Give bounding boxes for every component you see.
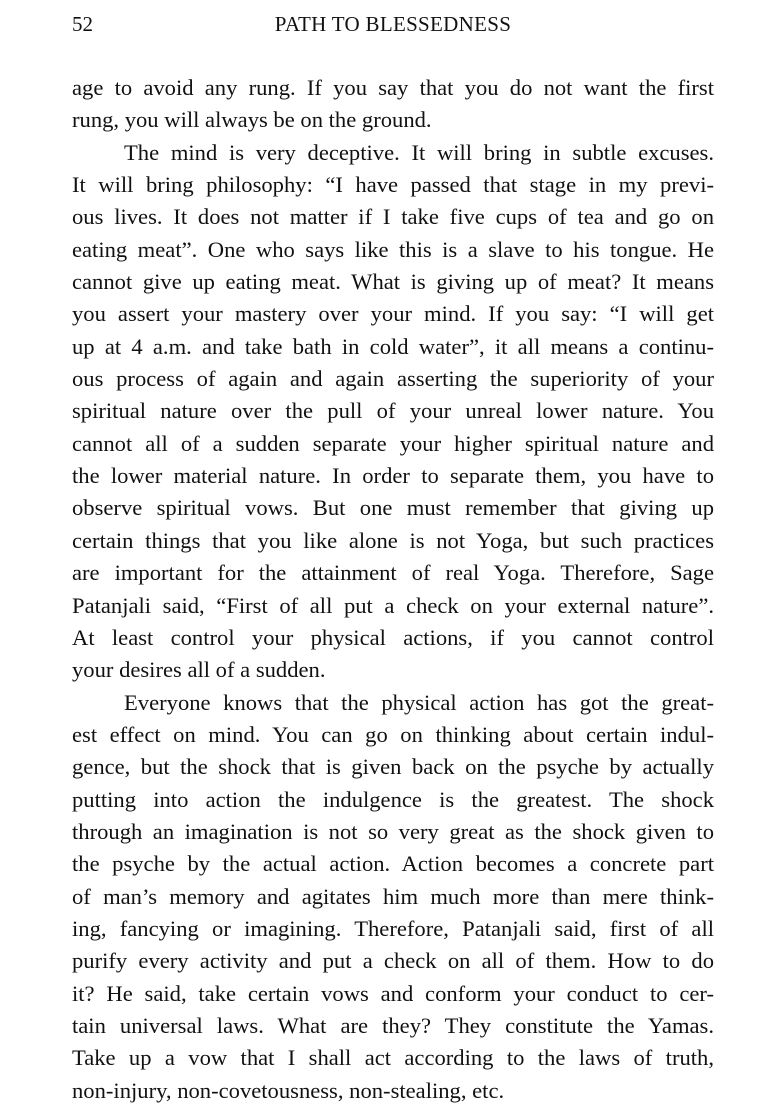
text-line: ous process of again and again asserting the superiority of your — [72, 366, 714, 392]
text-line: the lower material nature. In order to separate them, you have to — [72, 463, 714, 489]
text-line: up at 4 a.m. and take bath in cold water”, it all means a continu- — [72, 333, 714, 359]
text-line: non-injury, non-covetousness, non-stealing, etc. — [72, 1077, 505, 1103]
running-title: PATH TO BLESSEDNESS — [274, 12, 512, 36]
paragraph — [72, 137, 714, 687]
text-line: The mind is very deceptive. It will bring in subtle excuses. — [124, 139, 714, 165]
page-number: 52 — [72, 12, 93, 36]
text-line: it? He said, take certain vows and conform your conduct to cer- — [72, 980, 714, 1006]
text-line: tain universal laws. What are they? They constitute the Yamas. — [72, 1012, 714, 1038]
text-line: observe spiritual vows. But one must remember that giving up — [72, 495, 714, 521]
text-line: certain things that you like alone is not Yoga, but such practices — [72, 527, 714, 553]
text-line: est effect on mind. You can go on thinking about certain indul- — [72, 721, 714, 747]
text-line: age to avoid any rung. If you say that you do not want the first — [72, 75, 714, 100]
paragraph — [72, 72, 714, 137]
text-line: gence, but the shock that is given back on the psyche by actually — [72, 754, 714, 780]
text-line: purify every activity and put a check on all of them. How to do — [72, 948, 714, 974]
text-line: It will bring philosophy: “I have passed that stage in my previ- — [72, 172, 714, 198]
text-line: through an imagination is not so very great as the shock given to — [72, 818, 714, 844]
text-line: ous lives. It does not matter if I take five cups of tea and go on — [72, 204, 714, 230]
text-line: cannot give up eating meat. What is giving up of meat? It means — [72, 269, 714, 295]
text-line: eating meat”. One who says like this is a slave to his tongue. He — [72, 236, 714, 262]
text-line: Take up a vow that I shall act according to the laws of truth, — [72, 1045, 714, 1071]
text-line: are important for the attainment of real Yoga. Therefore, Sage — [72, 560, 714, 586]
text-line: putting into action the indulgence is the greatest. The shock — [72, 786, 714, 812]
text-line: cannot all of a sudden separate your higher spiritual nature and — [72, 430, 714, 456]
text-line: Patanjali said, “First of all put a check on your external nature”. — [72, 592, 714, 618]
running-head — [70, 9, 716, 39]
text-line: Everyone knows that the physical action has got the great- — [124, 689, 714, 715]
text-line: your desires all of a sudden. — [72, 657, 326, 683]
paragraph — [72, 687, 714, 1107]
text-line: spiritual nature over the pull of your unreal lower nature. You — [72, 398, 714, 424]
text-line: ing, fancying or imagining. Therefore, Patanjali said, first of all — [72, 915, 714, 941]
text-line: rung, you will always be on the ground. — [72, 107, 432, 133]
text-line: the psyche by the actual action. Action becomes a concrete part — [72, 851, 714, 877]
body-text — [72, 72, 714, 1107]
text-line: you assert your mastery over your mind. If you say: “I will get — [72, 301, 714, 327]
text-line: At least control your physical actions, if you cannot control — [72, 624, 714, 650]
text-line: of man’s memory and agitates him much more than mere think- — [72, 883, 714, 909]
